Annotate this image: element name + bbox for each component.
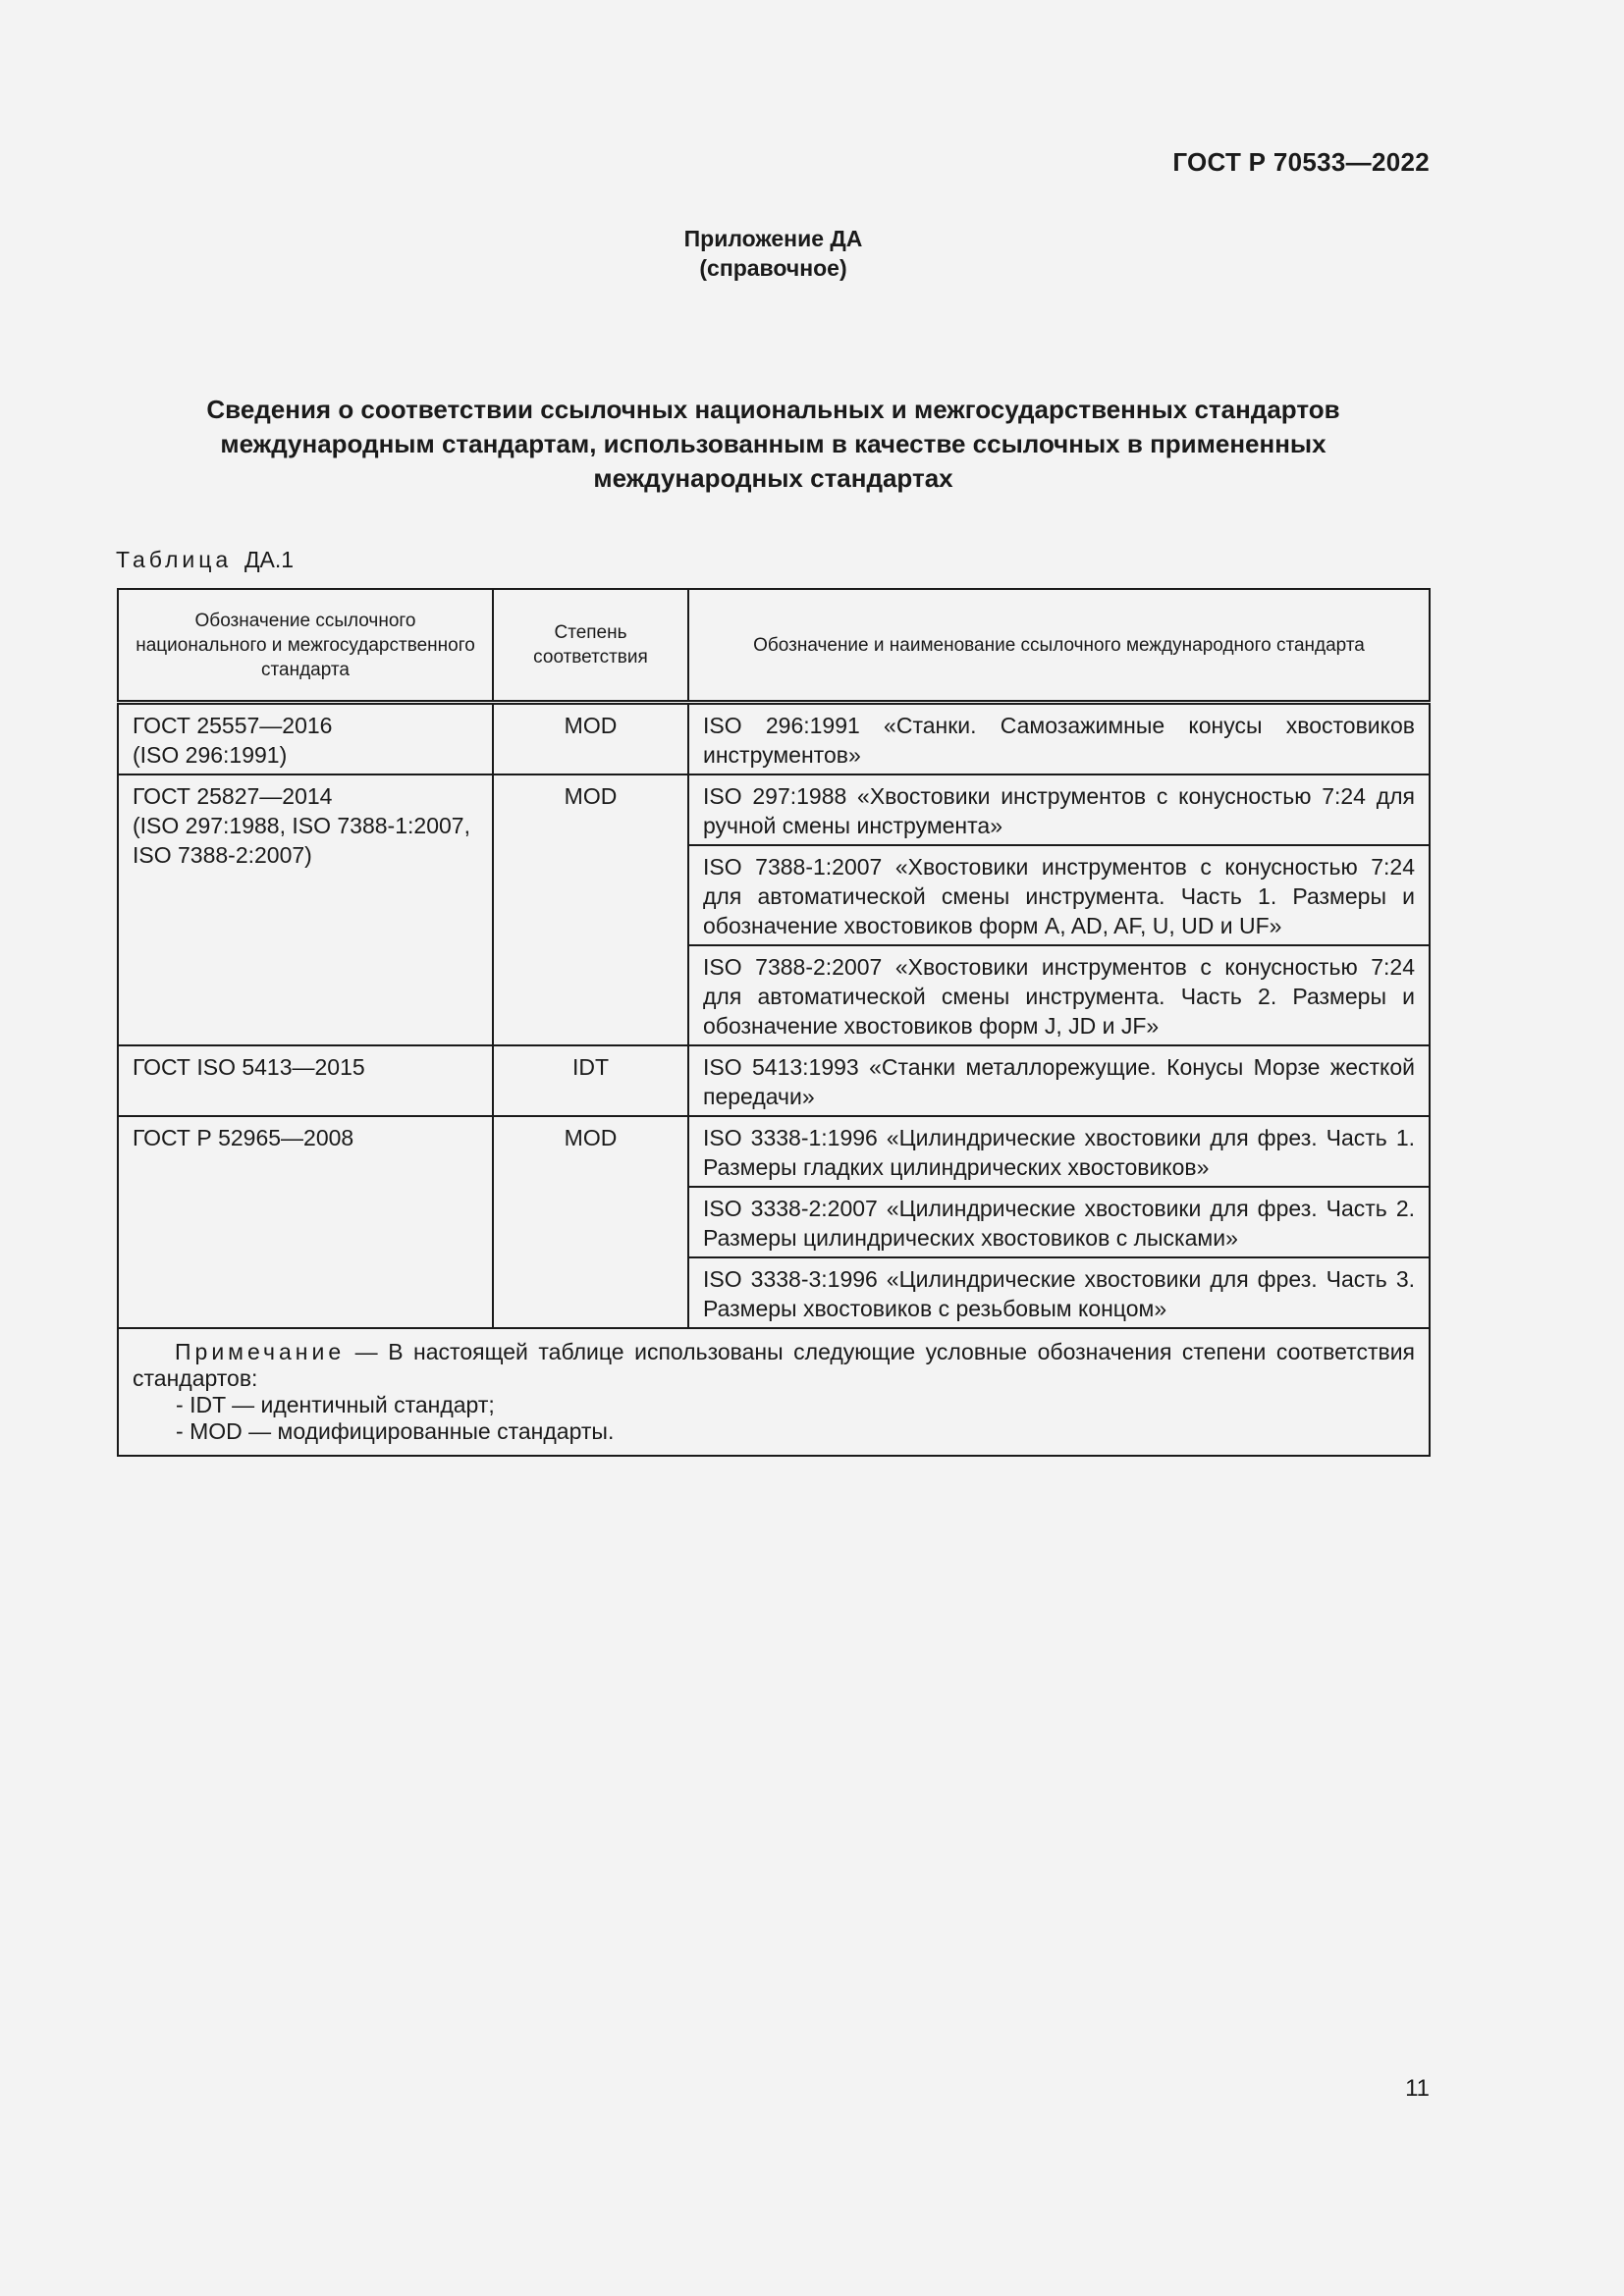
note-label: Примечание	[175, 1339, 346, 1364]
note-list-item	[176, 1392, 1415, 1418]
national-standard-line: (ISO 296:1991)	[133, 742, 288, 768]
degree-cell: IDT	[493, 1045, 688, 1116]
appendix-heading	[0, 224, 1546, 283]
standard-code: ГОСТ Р 70533—2022	[1172, 147, 1430, 177]
national-standard-line: ISO 7388-2:2007)	[133, 842, 312, 868]
note-list-item-text: MOD — модифицированные стандарты.	[189, 1418, 615, 1444]
international-standard-cell: ISO 7388-1:2007 «Хвостовики инструментов с конусностью 7:24 для автоматической смены инструмента. Часть 1. Размеры и обозначение хвостовиков форм A, AD, AF, U, UD и UF»	[688, 845, 1430, 945]
appendix-title: Приложение ДА	[683, 226, 863, 251]
document-title-line: международных стандартах	[593, 463, 953, 493]
header-degree: Степень соответствия	[493, 589, 688, 703]
national-standard-cell: ГОСТ ISO 5413—2015	[118, 1045, 493, 1116]
table-label	[116, 547, 294, 573]
page-number: 11	[1405, 2075, 1430, 2102]
table-label-number: ДА.1	[244, 547, 295, 572]
table-row	[118, 703, 1430, 775]
table-header-row	[118, 589, 1430, 703]
degree-cell: MOD	[493, 774, 688, 1045]
national-standard-cell: ГОСТ Р 52965—2008	[118, 1116, 493, 1328]
international-standard-cell: ISO 3338-3:1996 «Цилиндрические хвостовики для фрез. Часть 3. Размеры хвостовиков с резьбовым концом»	[688, 1257, 1430, 1328]
header-international-standard: Обозначение и наименование ссылочного международного стандарта	[688, 589, 1430, 703]
note-text: — В настоящей таблице использованы следующие условные обозначения степени соответствия стандартов:	[133, 1339, 1416, 1391]
document-title-line: международным стандартам, использованным в качестве ссылочных в примененных	[220, 429, 1326, 458]
table-row	[118, 774, 1430, 845]
document-title	[118, 393, 1429, 496]
note-paragraph	[133, 1339, 1415, 1392]
international-standard-cell: ISO 297:1988 «Хвостовики инструментов с конусностью 7:24 для ручной смены инструмента»	[688, 774, 1430, 845]
note-list-item	[176, 1418, 1415, 1445]
header-national-standard: Обозначение ссылочного национального и межгосударственного стандарта	[118, 589, 493, 703]
national-standard-line: ГОСТ 25557—2016	[133, 713, 333, 738]
national-standard-cell	[118, 703, 493, 775]
table-note-row	[118, 1328, 1430, 1456]
degree-cell: MOD	[493, 1116, 688, 1328]
appendix-subtitle: (справочное)	[699, 255, 847, 281]
note-list-item-text: IDT — идентичный стандарт;	[189, 1392, 495, 1417]
national-standard-line: (ISO 297:1988, ISO 7388-1:2007,	[133, 813, 470, 838]
national-standard-cell	[118, 774, 493, 1045]
table-label-word: Таблица	[116, 547, 233, 572]
note-list	[133, 1392, 1415, 1445]
table-row	[118, 1116, 1430, 1187]
table-row	[118, 1045, 1430, 1116]
correspondence-table	[117, 588, 1431, 1457]
international-standard-cell: ISO 7388-2:2007 «Хвостовики инструментов с конусностью 7:24 для автоматической смены инструмента. Часть 2. Размеры и обозначение хвостовиков форм J, JD и JF»	[688, 945, 1430, 1045]
international-standard-cell: ISO 5413:1993 «Станки металлорежущие. Конусы Морзе жесткой передачи»	[688, 1045, 1430, 1116]
international-standard-cell: ISO 3338-2:2007 «Цилиндрические хвостовики для фрез. Часть 2. Размеры цилиндрических хвостовиков с лысками»	[688, 1187, 1430, 1257]
national-standard-line: ГОСТ 25827—2014	[133, 783, 333, 809]
international-standard-cell: ISO 3338-1:1996 «Цилиндрические хвостовики для фрез. Часть 1. Размеры гладких цилиндрических хвостовиков»	[688, 1116, 1430, 1187]
degree-cell: MOD	[493, 703, 688, 775]
international-standard-cell: ISO 296:1991 «Станки. Самозажимные конусы хвостовиков инструментов»	[688, 703, 1430, 775]
table-note	[118, 1328, 1430, 1456]
document-title-line: Сведения о соответствии ссылочных национальных и межгосударственных стандартов	[206, 395, 1340, 424]
